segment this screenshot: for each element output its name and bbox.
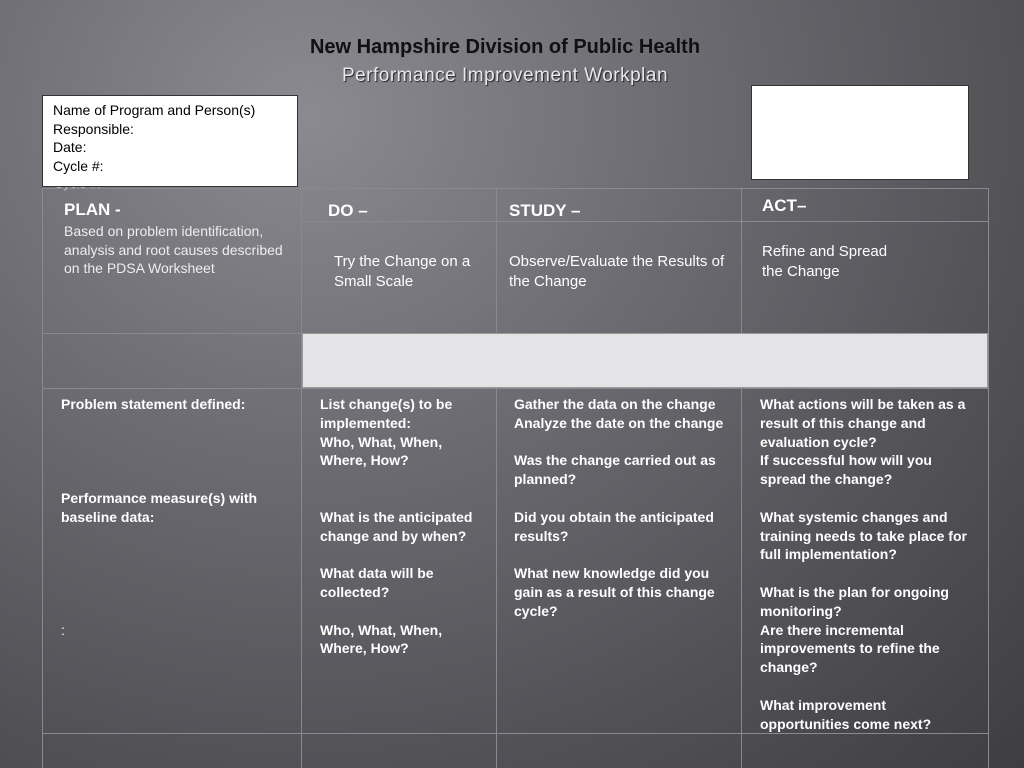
study-line	[514, 489, 724, 508]
do-line	[320, 470, 480, 489]
plan-colon: :	[61, 622, 65, 638]
row-line-2	[42, 388, 989, 389]
do-line	[320, 489, 480, 508]
study-description: Observe/Evaluate the Results of the Change	[509, 253, 725, 290]
study-line: Did you obtain the anticipated results?	[514, 508, 714, 544]
info-line-responsible: Responsible:	[53, 120, 134, 137]
plan-header: PLAN -	[64, 200, 121, 219]
act-description: Refine and Spread the Change	[762, 243, 888, 280]
col-line-1	[301, 188, 302, 768]
program-info-box[interactable]	[42, 95, 298, 187]
gray-band-row	[302, 333, 988, 388]
act-line: What improvement opportunities come next?	[760, 696, 932, 732]
act-line	[760, 489, 978, 508]
col-line-2	[496, 188, 497, 768]
act-line: What actions will be taken as a result of this change and evaluation cycle?	[760, 396, 966, 450]
act-line: What is the plan for ongoing monitoring?	[760, 583, 949, 619]
act-questions	[760, 395, 978, 733]
study-questions	[514, 395, 724, 621]
table-border-left	[42, 188, 43, 768]
do-line: What data will be collected?	[320, 565, 434, 600]
info-line-cycle: Cycle #:	[53, 157, 104, 174]
page-title: New Hampshire Division of Public Health	[309, 36, 701, 58]
do-description: Try the Change on a Small Scale	[334, 253, 471, 290]
plan-problem-statement: Problem statement defined:	[61, 396, 246, 412]
do-line: List change(s) to be implemented:	[320, 396, 453, 431]
study-header: STUDY –	[509, 201, 581, 220]
info-line-name: Name of Program and Person(s)	[53, 102, 256, 118]
info-line-date: Date:	[53, 139, 87, 155]
study-line	[514, 545, 724, 564]
plan-description: Based on problem identification, analysis and root causes described on the PDSA Worksheet	[64, 223, 283, 276]
table-top-line	[42, 188, 989, 189]
blank-entry-box[interactable]	[751, 85, 969, 180]
do-line: Who, What, When, Where, How?	[320, 621, 443, 657]
act-line	[760, 564, 978, 583]
do-questions	[320, 395, 480, 658]
do-line: What is the anticipated change and by when?	[320, 508, 473, 544]
do-header: DO –	[328, 201, 368, 220]
act-line: What systemic changes and training needs to take place for full implementation?	[760, 508, 967, 563]
study-line	[514, 433, 724, 452]
act-line: Are there incremental improvements to refine the change?	[760, 621, 940, 676]
act-line: If successful how will you spread the change?	[760, 452, 932, 488]
do-line	[320, 602, 480, 621]
header-bottom-line	[302, 221, 989, 222]
act-line	[760, 677, 978, 696]
do-line: Who, What, When, Where, How?	[320, 433, 443, 469]
act-header: ACT–	[762, 196, 807, 215]
page-subtitle: Performance Improvement Workplan	[341, 65, 669, 86]
study-line: Was the change carried out as planned?	[514, 452, 716, 488]
do-line	[320, 545, 480, 564]
col-line-3	[741, 188, 742, 768]
table-border-right	[988, 188, 989, 768]
plan-performance-measure: Performance measure(s) with baseline data:	[61, 490, 258, 525]
study-line: Analyze the date on the change	[514, 414, 724, 431]
study-line: Gather the data on the change	[514, 396, 716, 412]
study-line: What new knowledge did you gain as a result of this change cycle?	[514, 565, 715, 619]
